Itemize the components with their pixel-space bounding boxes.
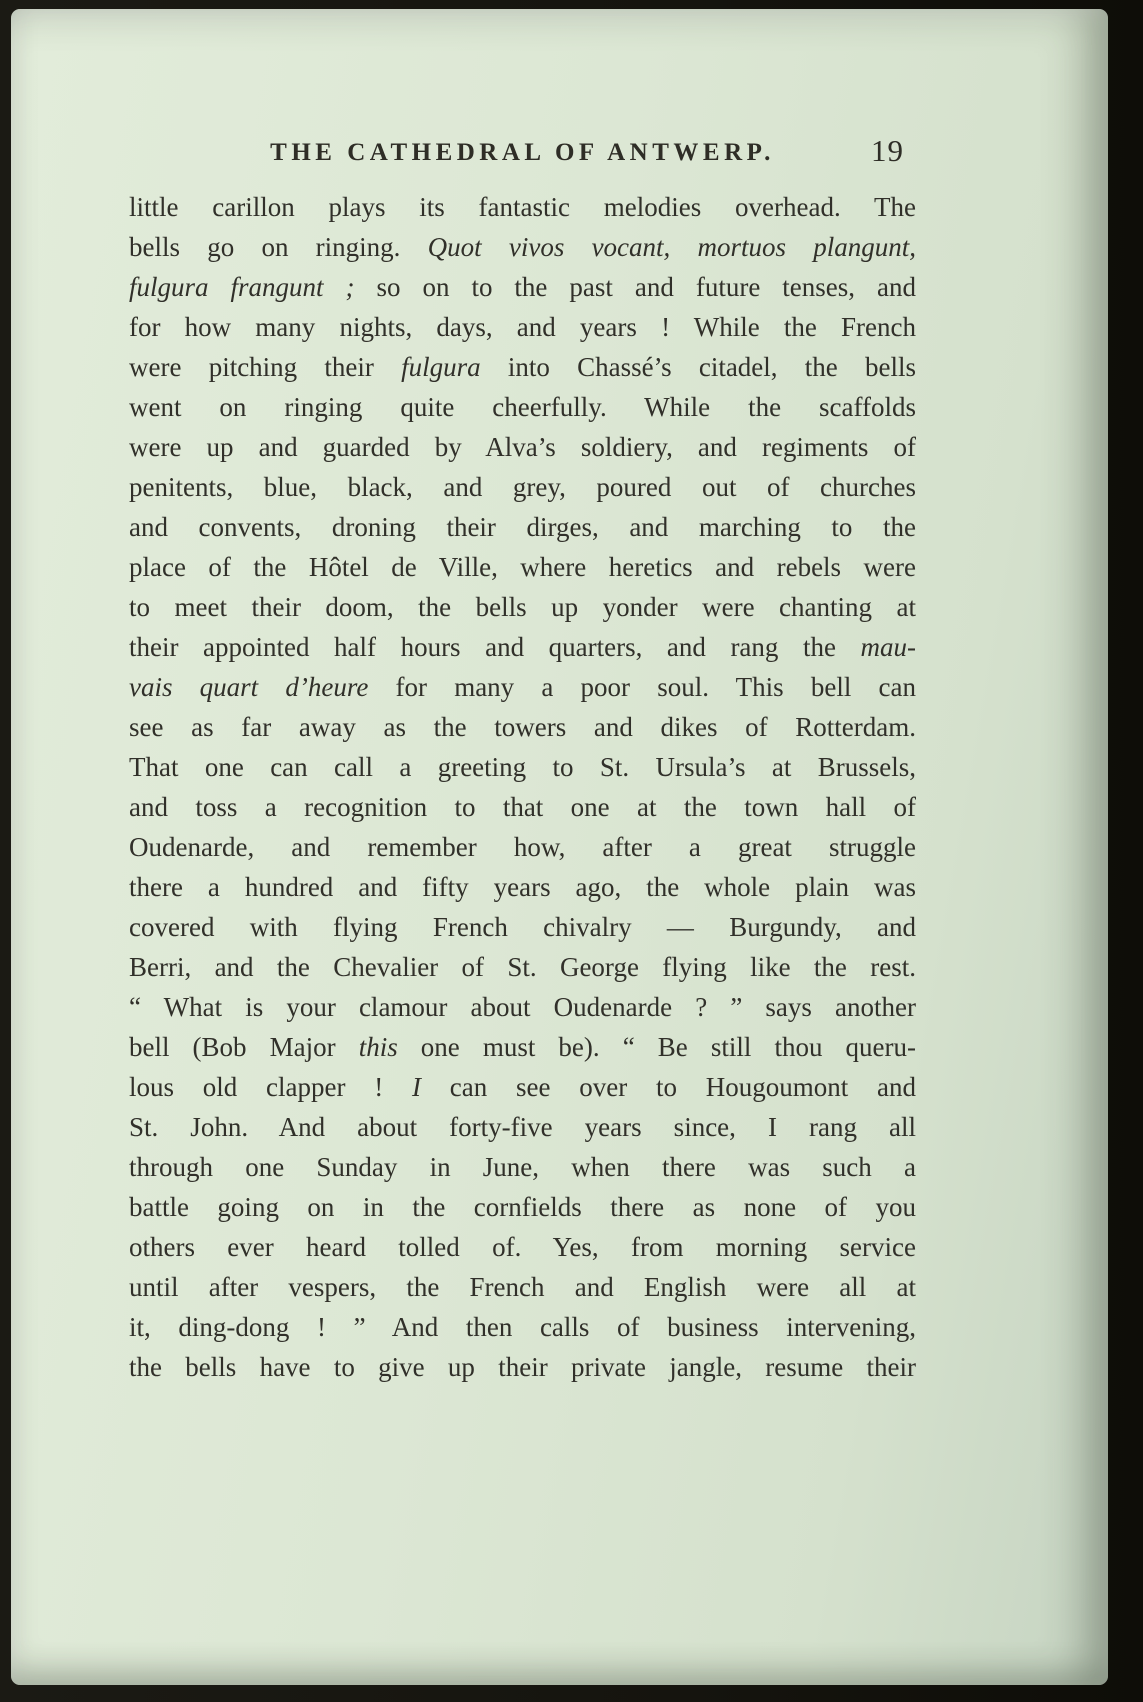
text-line: fulgura frangunt ; so on to the past and future tenses, and bbox=[129, 272, 916, 302]
text-line: “ What is your clamour about Oudenarde ? ” says another bbox=[129, 992, 916, 1022]
text-line: there a hundred and fifty years ago, the whole plain was bbox=[129, 872, 916, 902]
text-line: little carillon plays its fantastic melodies overhead. The bbox=[129, 192, 916, 222]
text-line: bells go on ringing. Quot vivos vocant, mortuos plangunt, bbox=[129, 232, 916, 262]
page-header bbox=[129, 135, 916, 179]
text-line: others ever heard tolled of. Yes, from morning service bbox=[129, 1232, 916, 1262]
text-line: Berri, and the Chevalier of St. George flying like the rest. bbox=[129, 952, 916, 982]
text-line: until after vespers, the French and English were all at bbox=[129, 1272, 916, 1302]
text-line: the bells have to give up their private jangle, resume their bbox=[129, 1352, 916, 1382]
text-line: and convents, droning their dirges, and marching to the bbox=[129, 512, 916, 542]
text-line: battle going on in the cornfields there as none of you bbox=[129, 1192, 916, 1222]
page-number: 19 bbox=[871, 133, 904, 168]
text-line: place of the Hôtel de Ville, where heretics and rebels were bbox=[129, 552, 916, 582]
running-title: THE CATHEDRAL OF ANTWERP. bbox=[270, 139, 775, 166]
body-text bbox=[129, 187, 916, 1387]
text-line: St. John. And about forty-five years since, I rang all bbox=[129, 1112, 916, 1142]
text-line: vais quart d’heure for many a poor soul. This bell can bbox=[129, 672, 917, 702]
text-line: to meet their doom, the bells up yonder were chanting at bbox=[129, 592, 916, 622]
text-line: Oudenarde, and remember how, after a great struggle bbox=[129, 832, 916, 862]
text-line: for how many nights, days, and years ! While the French bbox=[129, 312, 916, 342]
text-line: were up and guarded by Alva’s soldiery, and regiments of bbox=[129, 432, 916, 462]
text-line: their appointed half hours and quarters, and rang the mau- bbox=[129, 632, 916, 662]
text-line: penitents, blue, black, and grey, poured out of churches bbox=[129, 472, 916, 502]
text-line: went on ringing quite cheerfully. While the scaffolds bbox=[129, 392, 916, 422]
text-line: through one Sunday in June, when there was such a bbox=[129, 1152, 916, 1182]
text-line: That one can call a greeting to St. Ursula’s at Brussels, bbox=[129, 752, 916, 782]
book-page bbox=[11, 9, 1108, 1685]
text-line: bell (Bob Major this one must be). “ Be still thou queru- bbox=[129, 1032, 916, 1062]
text-line: were pitching their fulgura into Chassé’s citadel, the bells bbox=[129, 352, 916, 382]
text-line: and toss a recognition to that one at the town hall of bbox=[129, 792, 916, 822]
text-line: covered with flying French chivalry — Burgundy, and bbox=[129, 912, 916, 942]
text-line: see as far away as the towers and dikes of Rotterdam. bbox=[129, 712, 916, 742]
text-line: it, ding-dong ! ” And then calls of business intervening, bbox=[129, 1312, 916, 1342]
text-line: lous old clapper ! I can see over to Hougoumont and bbox=[129, 1072, 917, 1102]
